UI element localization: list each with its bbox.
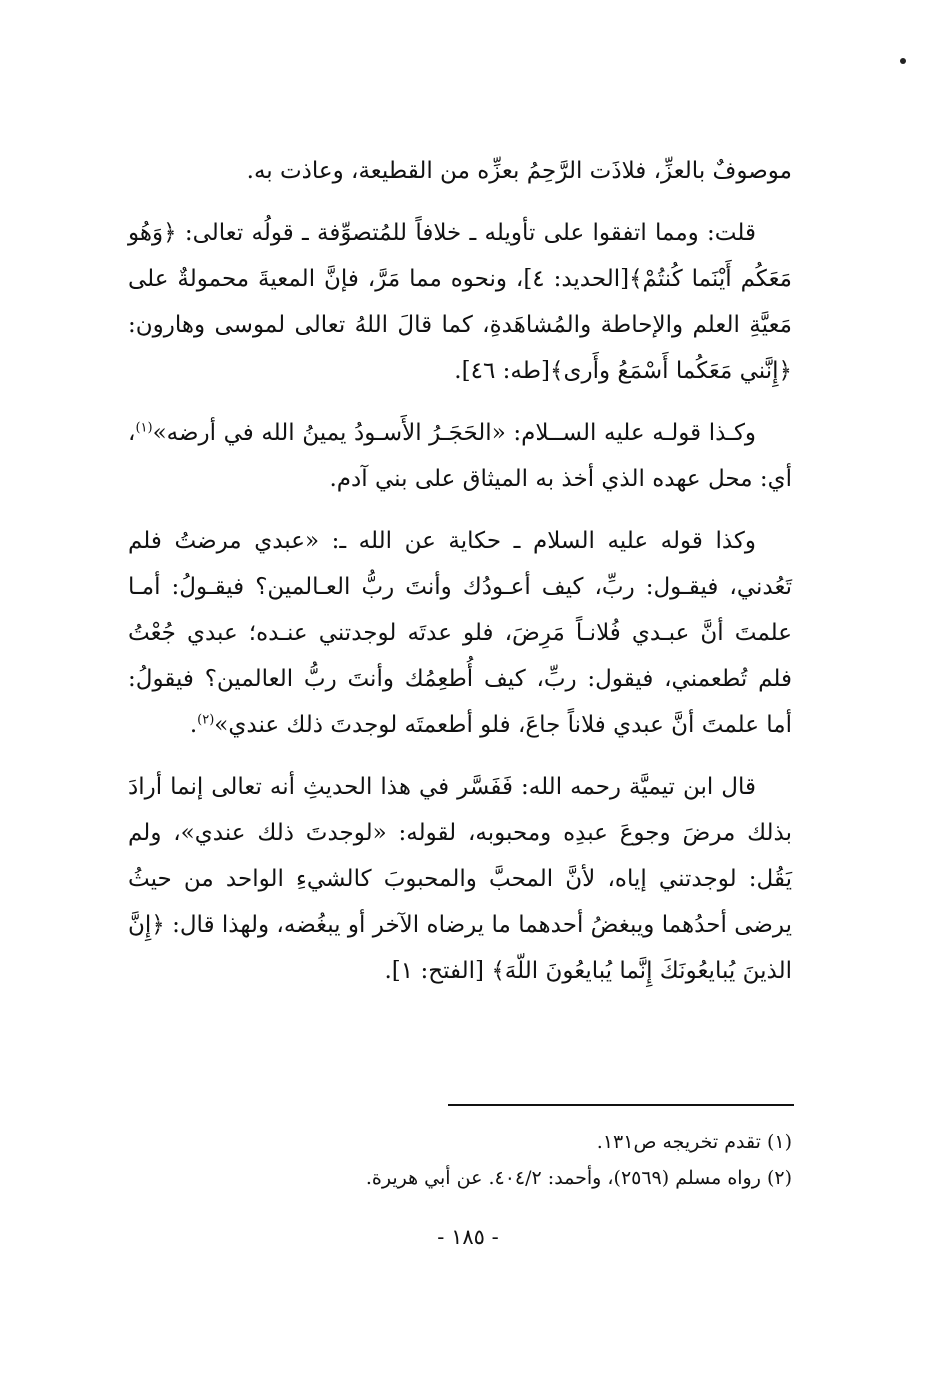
paragraph-4 [128, 518, 792, 748]
page-number: - ١٨٥ - [437, 1225, 499, 1249]
paragraph-4-tail: . [189, 712, 198, 738]
paragraph-5 [128, 764, 792, 994]
footnote-1: (١) تقدم تخريجه ص١٣١. [596, 1131, 792, 1153]
main-text [128, 148, 792, 1010]
paragraph-4-text: وكذا قوله عليه السلام ـ حكاية عن الله ـ: «عبدي مرضتُ فلم تَعُدني، فيقـول: ربِّ، كيف أعـودُك وأنتَ ربُّ العـالمين؟ فيقـولُ: أمـا علمتَ أنَّ عبـدي فُلانـاً مَرِضَ، فلو عدتَه لوجدتني عنـده؛ عبدي جُعْتُ فلم تُطعمني، فيقول: ربِّ، كيف أُطعِمُك وأنتَ ربُّ العالمين؟ فيقولُ: أما علمتَ أنَّ عبدي فلاناً جاعَ، فلو أطعمتَه لوجدتَ ذلك عندي» [128, 528, 792, 738]
paragraph-2 [128, 210, 792, 394]
footnotes [128, 1124, 792, 1196]
paragraph-1 [128, 148, 792, 194]
paragraph-5-text: قال ابن تيميَّة رحمه الله: فَفَسَّر في هذا الحديثِ أنه تعالى إنما أرادَ بذلك مرضَ وجوعَ عبدِه ومحبوبه، لقوله: «لوجدتَ ذلك عندي»، ولم يَقُل: لوجدتني إياه، لأنَّ المحبَّ والمحبوبَ كالشيءِ الواحد من حيثُ يرضى أحدُهما ويبغضُ أحدهما ما يرضاه الآخر أو يبغُضه، ولهذا قال: ﴿إِنَّ الذينَ يُبايعُونَكَ إِنَّما يُبايعُونَ اللّهَ﴾ [الفتح: ١]. [128, 774, 792, 984]
footnote-divider [448, 1104, 794, 1106]
paragraph-1-text: موصوفٌ بالعزِّ، فلاذَت الرَّحِمُ بعزِّه من القطيعة، وعاذت به. [246, 158, 792, 184]
paragraph-3 [128, 410, 792, 502]
footnote-2: (٢) رواه مسلم (٢٥٦٩)، وأحمد: ٤٠٤/٢. عن أبي هريرة. [365, 1167, 792, 1189]
footnote-ref-2[interactable]: (٢) [197, 712, 215, 728]
footnote-ref-1[interactable]: (١) [135, 420, 153, 436]
paragraph-2-text: قلت: ومما اتفقوا على تأويله ـ خلافاً للمُتصوِّفة ـ قولُه تعالى: ﴿وَهُو مَعَكُم أَيْنَما كُنتُمْ﴾[الحديد: ٤]، ونحوه مما مَرَّ، فإنَّ المعيةَ محمولةٌ على مَعيَّةِ العلم والإحاطة والمُشاهَدةِ، كما قالَ اللهُ تعالى لموسى وهارون: ﴿إِنَّني مَعَكُما أَسْمَعُ وأَرى﴾[طه: ٤٦]. [128, 220, 792, 384]
scan-speck [900, 58, 906, 64]
paragraph-3-text: وكـذا قولـه عليه الســلام: «الحَجَـرُ الأَسـودُ يمينُ الله في أرضه» [152, 420, 756, 446]
paragraph-3-tail: ، أي: محل عهده الذي أخذ به الميثاق على بني آدم. [128, 420, 792, 492]
